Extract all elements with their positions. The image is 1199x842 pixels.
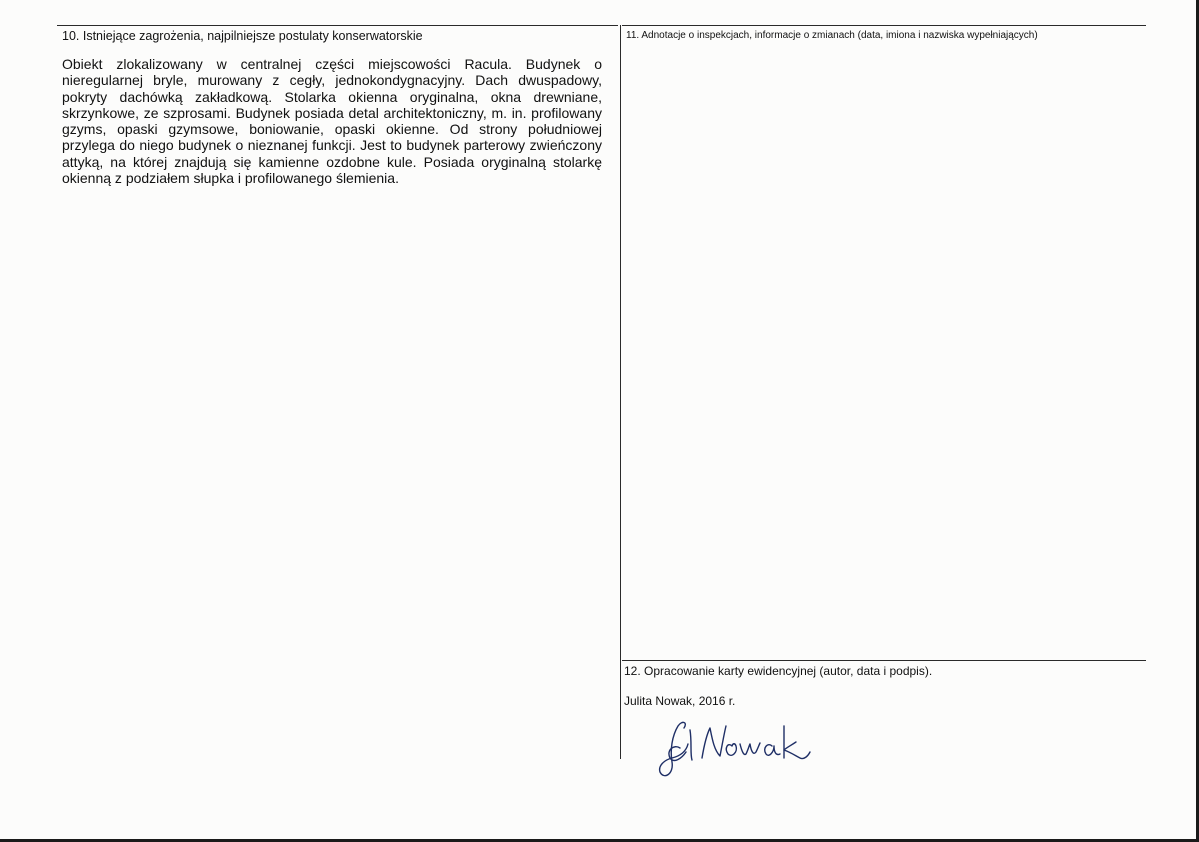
author-date: Julita Nowak, 2016 r. [624,694,736,708]
section-12-top-rule [622,660,1146,661]
section-11-heading: 11. Adnotacje o inspekcjach, informacje o zmianach (data, imiona i nazwiska wypełniających) [626,30,1038,41]
section-10-description: Obiekt zlokalizowany w centralnej części miejscowości Racula. Budynek o nieregularnej bryle, murowany z cegły, jednokondygnacyjny. Dach dwuspadowy, pokryty dachówką zakładkową. Stolarka okienna oryginalna, okna drewniane, skrzynkowe, ze szprosami. Budynek posiada detal architektoniczny, m. in. profilowany gzyms, opaski gzymsowe, boniowanie, opaski okienne. Od strony południowej przylega do niego budynek o nieznanej funkcji. Jest to budynek parterowy zwieńczony attyką, na której znajdują się kamienne ozdobne kule. Posiada oryginalną stolarkę okienną z podziałem słupka i profilowanego ślemienia. [62,56,602,187]
handwritten-signature-icon [650,718,820,786]
section-11-top-rule [622,25,1146,26]
column-divider [620,25,621,759]
section-10-heading: 10. Istniejące zagrożenia, najpilniejsze postulaty konserwatorskie [62,29,423,43]
section-12-heading: 12. Opracowanie karty ewidencyjnej (autor, data i podpis). [624,664,933,678]
section-10-top-rule [57,25,618,26]
